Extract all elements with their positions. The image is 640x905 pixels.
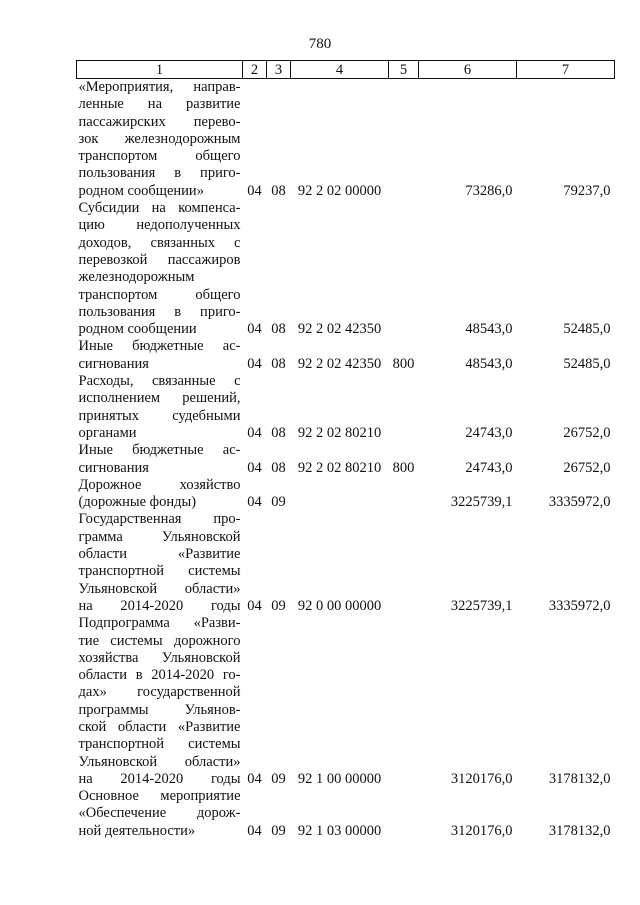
cell-pr: 09 [271, 770, 286, 787]
table-row [77, 615, 615, 788]
cell-sum-2019: 3120176,0 [450, 822, 513, 839]
cell-vr [389, 511, 419, 615]
cell-vr [389, 200, 419, 338]
cell-sum-2020: 3178132,0 [548, 770, 611, 787]
header-row [77, 61, 615, 79]
cell-sum-2019: 3225739,1 [450, 494, 513, 511]
row-name-line: Ульяновской области» [78, 753, 241, 770]
row-name-line: цию недополученных [78, 217, 241, 234]
cell-pr: 09 [271, 597, 286, 614]
row-name-line: Основное мероприятие [78, 788, 241, 805]
row-name-line: Дорожное хозяйство [78, 476, 241, 493]
row-name-line: Подпрограмма «Разви- [78, 615, 241, 632]
row-name-line: железнодорожным [78, 269, 195, 286]
cell-pr: 09 [271, 494, 286, 511]
row-name-line: дах» государственной [78, 684, 241, 701]
cell-sum-2019: 48543,0 [465, 321, 513, 338]
cell-sum-2020: 52485,0 [563, 321, 611, 338]
cell-csr: 92 2 02 42350 [297, 355, 382, 372]
row-name-line: программы Ульянов- [78, 701, 241, 718]
row-name-line: сигнования [78, 355, 149, 372]
cell-vr [389, 79, 419, 201]
row-name [77, 338, 243, 373]
row-name-line: пользования в приго- [78, 165, 241, 182]
cell-rz: 04 [247, 494, 262, 511]
table-row [77, 200, 615, 338]
row-name-line: доходов, связанных с [78, 234, 241, 251]
row-name-line: Иные бюджетные ас- [78, 338, 241, 355]
table-row [77, 511, 615, 615]
row-name-line: пассажирских перево- [78, 113, 241, 130]
row-name-line: области в 2014-2020 го- [78, 667, 241, 684]
cell-sum-2019: 24743,0 [465, 424, 513, 441]
row-name-line: Иные бюджетные ас- [78, 442, 241, 459]
cell-rz: 04 [247, 459, 262, 476]
row-name [77, 511, 243, 615]
row-name-line: ленные на развитие [78, 96, 241, 113]
cell-rz: 04 [247, 424, 262, 441]
row-name-line: Субсидии на компенса- [78, 200, 241, 217]
table-row [77, 788, 615, 840]
cell-csr: 92 0 00 00000 [297, 597, 382, 614]
header-cell: 7 [517, 61, 615, 79]
row-name-line: перевозкой пассажиров [78, 251, 241, 268]
row-name-line: тие системы дорожного [78, 632, 241, 649]
table-body [77, 79, 615, 841]
header-cell: 5 [389, 61, 419, 79]
page-number: 780 [308, 36, 332, 52]
cell-sum-2020: 3335972,0 [548, 494, 611, 511]
table-row [77, 442, 615, 477]
row-name-line: зок железнодорожным [78, 130, 241, 147]
row-name-line: исполнением решений, [78, 390, 241, 407]
cell-rz: 04 [247, 822, 262, 839]
cell-csr: 92 2 02 42350 [297, 321, 382, 338]
row-name-line: органами [78, 424, 137, 441]
cell-pr: 09 [271, 822, 286, 839]
row-name-line: пользования в приго- [78, 303, 241, 320]
cell-rz: 04 [247, 321, 262, 338]
row-name-line: сигнования [78, 459, 149, 476]
cell-vr: 800 [392, 355, 415, 372]
row-name-line: принятых судебными [78, 407, 241, 424]
cell-sum-2019: 3225739,1 [450, 597, 513, 614]
row-name-line: ской области «Развитие [78, 718, 241, 735]
row-name-line: области «Развитие [78, 546, 241, 563]
cell-sum-2020: 3335972,0 [548, 597, 611, 614]
row-name-line: хозяйства Ульяновской [78, 649, 241, 666]
row-name-line: Расходы, связанные с [78, 373, 241, 390]
row-name-line: Государственная про- [78, 511, 241, 528]
row-name-line: Ульяновской области» [78, 580, 241, 597]
row-name [77, 788, 243, 840]
cell-csr: 92 1 00 00000 [297, 770, 382, 787]
cell-csr: 92 2 02 80210 [297, 424, 382, 441]
cell-pr: 08 [271, 182, 286, 199]
cell-vr [389, 788, 419, 840]
header-cell: 2 [243, 61, 267, 79]
cell-sum-2019: 3120176,0 [450, 770, 513, 787]
row-name [77, 477, 243, 512]
cell-sum-2020: 26752,0 [563, 459, 611, 476]
row-name-line: транспортной системы [78, 736, 241, 753]
row-name-line: грамма Ульяновской [78, 528, 241, 545]
cell-pr: 08 [271, 459, 286, 476]
cell-sum-2020: 26752,0 [563, 424, 611, 441]
row-name-line: на 2014-2020 годы [78, 770, 241, 787]
row-name-line: транспортом общего [78, 148, 241, 165]
budget-table [76, 60, 615, 840]
cell-rz: 04 [247, 182, 262, 199]
cell-vr [389, 373, 419, 442]
row-name [77, 373, 243, 442]
cell-sum-2020: 79237,0 [563, 182, 611, 199]
row-name-line: (дорожные фонды) [78, 494, 197, 511]
row-name [77, 442, 243, 477]
row-name-line: на 2014-2020 годы [78, 597, 241, 614]
row-name [77, 79, 243, 201]
cell-csr: 92 1 03 00000 [297, 822, 382, 839]
header-cell: 1 [77, 61, 243, 79]
cell-pr: 08 [271, 355, 286, 372]
cell-vr: 800 [392, 459, 415, 476]
row-name-line: родном сообщении» [78, 182, 204, 199]
row-name [77, 615, 243, 788]
cell-pr: 08 [271, 321, 286, 338]
cell-csr: 92 2 02 80210 [297, 459, 382, 476]
cell-sum-2020: 52485,0 [563, 355, 611, 372]
table-row [77, 338, 615, 373]
table-row [77, 477, 615, 512]
row-name-line: транспортной системы [78, 563, 241, 580]
cell-sum-2019: 73286,0 [465, 182, 513, 199]
cell-pr: 08 [271, 424, 286, 441]
row-name-line: родном сообщении [78, 321, 197, 338]
cell-sum-2019: 48543,0 [465, 355, 513, 372]
table-row [77, 373, 615, 442]
header-cell: 4 [291, 61, 389, 79]
cell-vr [389, 477, 419, 512]
row-name-line: «Мероприятия, направ- [78, 79, 241, 95]
row-name-line: ной деятельности» [78, 822, 196, 839]
cell-rz: 04 [247, 597, 262, 614]
row-name [77, 200, 243, 338]
cell-rz: 04 [247, 355, 262, 372]
cell-vr [389, 615, 419, 788]
cell-csr: 92 2 02 00000 [297, 182, 382, 199]
table-row [77, 79, 615, 201]
row-name-line: «Обеспечение дорож- [78, 805, 241, 822]
cell-sum-2019: 24743,0 [465, 459, 513, 476]
cell-rz: 04 [247, 770, 262, 787]
header-cell: 6 [419, 61, 517, 79]
row-name-line: транспортом общего [78, 286, 241, 303]
header-cell: 3 [267, 61, 291, 79]
cell-sum-2020: 3178132,0 [548, 822, 611, 839]
cell-csr [291, 477, 389, 512]
